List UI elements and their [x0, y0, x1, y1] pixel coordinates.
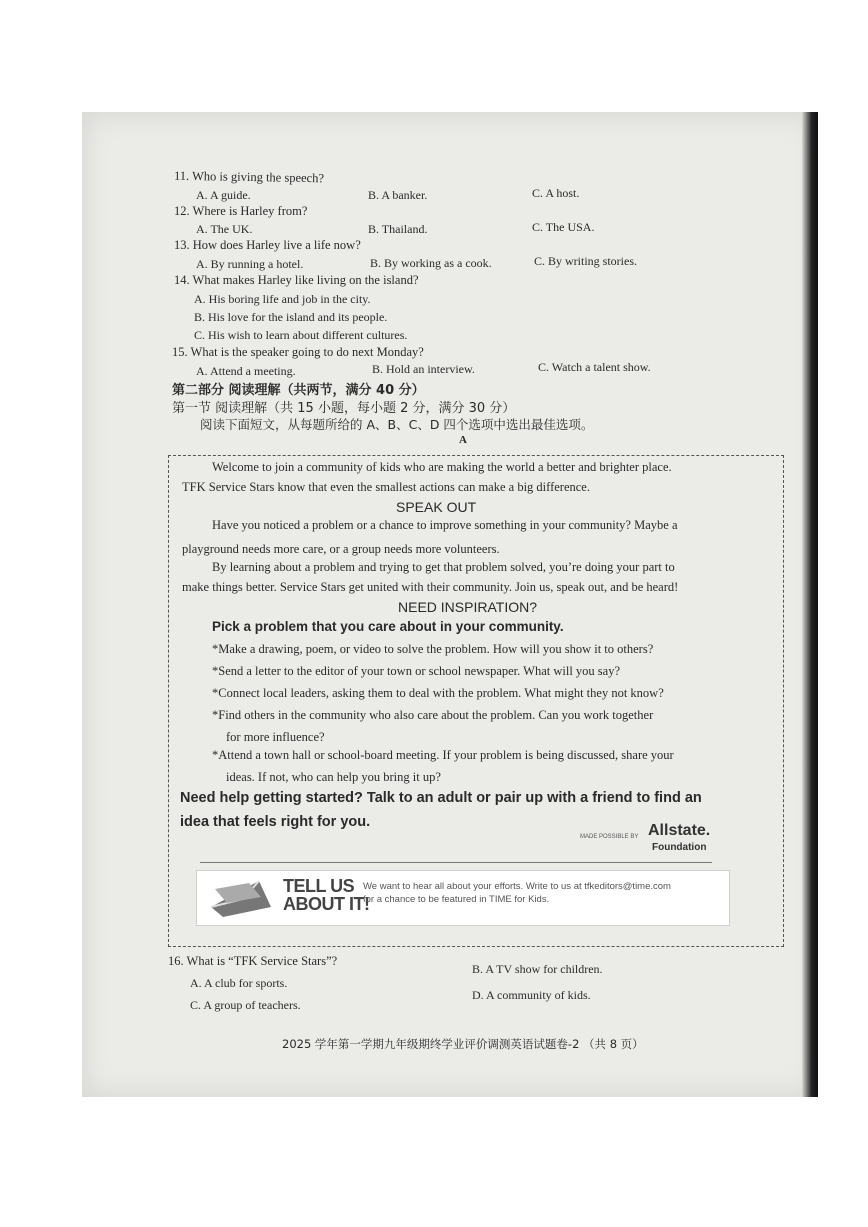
suggestion-5-line2: ideas. If not, who can help you bring it up? — [226, 770, 441, 784]
pick-problem-heading: Pick a problem that you care about in your community. — [212, 619, 564, 634]
page-edge-shadow — [802, 112, 818, 1097]
question-12-option-a: A. The UK. — [196, 222, 253, 236]
tell-us-title-line1: TELL US — [283, 876, 355, 896]
question-11-option-c: C. A host. — [532, 186, 580, 200]
question-15-option-c: C. Watch a talent show. — [538, 360, 651, 374]
tell-us-message-line2: for a chance to be featured in TIME for Kids. — [363, 894, 550, 905]
question-16-option-c: C. A group of teachers. — [190, 998, 301, 1012]
reading-instruction: 阅读下面短文，从每题所给的 A、B、C、D 四个选项中选出最佳选项。 — [200, 417, 594, 432]
question-11-option-b: B. A banker. — [368, 188, 428, 202]
question-11-stem: 11. Who is giving the speech? — [173, 168, 325, 186]
question-11-option-a: A. A guide. — [196, 188, 251, 202]
need-inspiration-heading: NEED INSPIRATION? — [398, 599, 537, 615]
sponsor-sub: Foundation — [652, 842, 707, 853]
question-13-option-b: B. By working as a cook. — [370, 256, 492, 270]
question-14-option-b: B. His love for the island and its people. — [194, 310, 388, 324]
question-14-option-c: C. His wish to learn about different cultures. — [194, 328, 408, 342]
suggestion-4-line2: for more influence? — [226, 730, 325, 744]
speak-out-paragraph1-line1: Have you noticed a problem or a chance to improve something in your community? Maybe a — [212, 518, 678, 532]
made-possible-label: MADE POSSIBLE BY — [580, 834, 639, 840]
sponsor-name: Allstate. — [648, 822, 711, 839]
question-16-option-a: A. A club for sports. — [190, 976, 288, 990]
question-12-stem: 12. Where is Harley from? — [174, 204, 308, 218]
speak-out-paragraph2-line1: By learning about a problem and trying to get that problem solved, you’re doing your part to — [212, 560, 675, 574]
help-line1: Need help getting started? Talk to an adult or pair up with a friend to find an — [180, 790, 702, 806]
question-13-option-c: C. By writing stories. — [534, 254, 638, 268]
help-line2: idea that feels right for you. — [180, 814, 371, 830]
question-15-option-b: B. Hold an interview. — [372, 362, 475, 376]
question-13-option-a: A. By running a hotel. — [196, 257, 304, 271]
speak-out-paragraph1-line2: playground needs more care, or a group needs more volunteers. — [182, 542, 500, 556]
question-16-option-d: D. A community of kids. — [472, 988, 591, 1002]
tell-us-message — [363, 880, 671, 906]
section-one-heading: 第一节 阅读理解（共 15 小题，每小题 2 分，满分 30 分） — [172, 401, 516, 416]
suggestion-4-line1: *Find others in the community who also care about the problem. Can you work together — [212, 708, 654, 722]
suggestion-5-line1: *Attend a town hall or school-board meeting. If your problem is being discussed, share your — [212, 748, 674, 762]
passage-intro-line1: Welcome to join a community of kids who are making the world a better and brighter place. — [212, 460, 672, 474]
tell-us-banner — [196, 870, 730, 926]
question-15-option-a: A. Attend a meeting. — [196, 364, 296, 378]
question-13-stem: 13. How does Harley live a life now? — [174, 238, 361, 252]
suggestion-3: *Connect local leaders, asking them to deal with the problem. What might they not know? — [212, 686, 664, 700]
passage-intro-line2: TFK Service Stars know that even the smallest actions can make a big difference. — [182, 480, 590, 494]
tell-us-title — [283, 877, 369, 913]
question-14-option-a: A. His boring life and job in the city. — [194, 292, 371, 306]
suggestion-1: *Make a drawing, poem, or video to solve the problem. How will you show it to others? — [212, 642, 654, 656]
passage-letter: A — [459, 434, 467, 446]
question-15-stem: 15. What is the speaker going to do next Monday? — [172, 345, 424, 359]
speak-out-paragraph2-line2: make things better. Service Stars get united with their community. Join us, speak out, and be heard! — [182, 580, 679, 594]
tell-us-title-line2: ABOUT IT! — [283, 894, 370, 914]
envelope-icon — [209, 877, 273, 919]
question-12-option-b: B. Thailand. — [368, 222, 428, 236]
question-16-option-b: B. A TV show for children. — [472, 962, 603, 976]
suggestion-2: *Send a letter to the editor of your town or school newspaper. What will you say? — [212, 664, 621, 678]
question-14-stem: 14. What makes Harley like living on the island? — [174, 273, 419, 287]
part-two-heading: 第二部分 阅读理解（共两节，满分 40 分） — [172, 383, 425, 398]
tell-us-message-line1: We want to hear all about your efforts. Write to us at tfkeditors@time.com — [363, 881, 671, 892]
question-12-option-c: C. The USA. — [532, 220, 595, 234]
page-footer: 2025 学年第一学期九年级期终学业评价调测英语试题卷-2 （共 8 页） — [282, 1037, 644, 1051]
question-16-stem: 16. What is “TFK Service Stars”? — [168, 954, 338, 968]
divider-line — [200, 862, 712, 863]
speak-out-heading: SPEAK OUT — [396, 499, 477, 515]
